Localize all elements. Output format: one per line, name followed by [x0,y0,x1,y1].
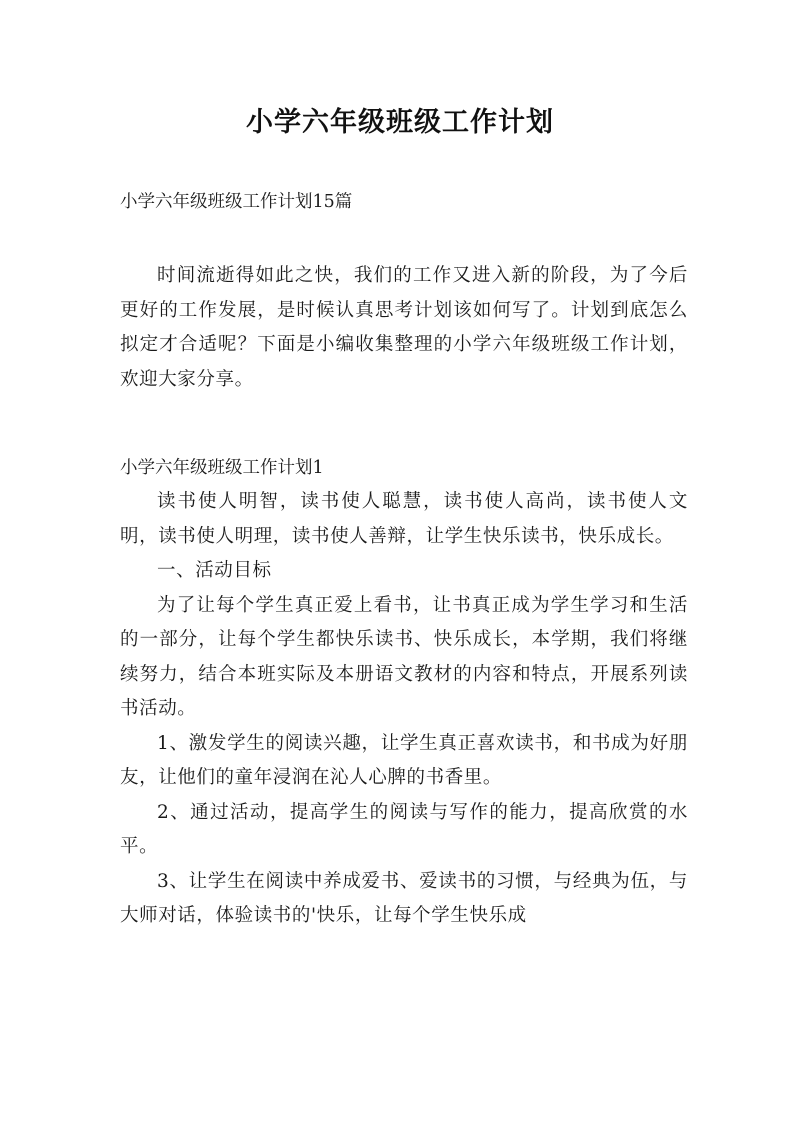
section-1-paragraph: 为了让每个学生真正爱上看书，让书真正成为学生学习和生活的一部分，让每个学生都快乐读书、快乐成长，本学期，我们将继续努力，结合本班实际及本册语文教材的内容和特点，开展系列读书活动。 [120,594,688,719]
section-1 [120,451,688,934]
section-1-list-item: 1、激发学生的阅读兴趣，让学生真正喜欢读书，和书成为好朋友，让他们的童年浸润在沁人心脾的书香里。 [120,732,688,788]
section-1-paragraph: 读书使人明智，读书使人聪慧，读书使人高尚，读书使人文明，读书使人明理，读书使人善辩，让学生快乐读书，快乐成长。 [120,491,688,547]
document-title: 小学六年级班级工作计划 [246,107,554,138]
section-1-heading: 小学六年级班级工作计划1 [120,458,324,478]
intro-block [120,259,688,397]
section-1-list-item: 3、让学生在阅读中养成爱书、爱读书的习惯，与经典为伍，与大师对话，体验读书的'快乐，让每个学生快乐成 [120,870,688,926]
section-1-list-item: 2、通过活动，提高学生的阅读与写作的能力，提高欣赏的水平。 [120,801,688,857]
intro-paragraph: 时间流逝得如此之快，我们的工作又进入新的阶段，为了今后更好的工作发展，是时候认真思考计划该如何写了。计划到底怎么拟定才合适呢？下面是小编收集整理的小学六年级班级工作计划，欢迎大家分享。 [120,265,688,390]
document-subtitle: 小学六年级班级工作计划15篇 [120,192,353,212]
section-1-subheading-goals: 一、活动目标 [157,560,272,581]
